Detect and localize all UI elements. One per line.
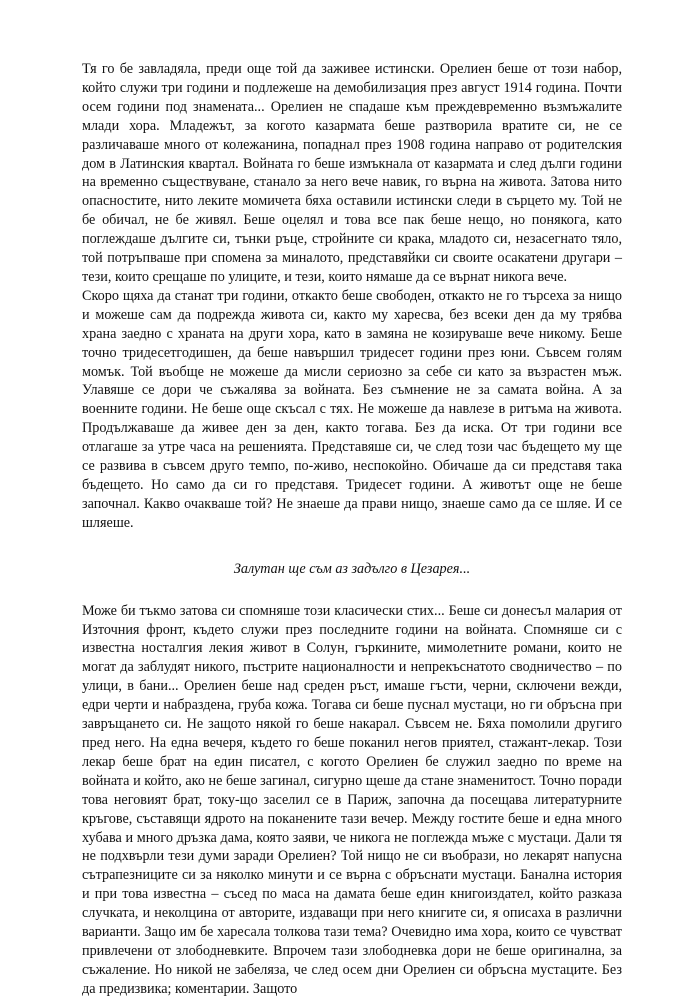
document-page xyxy=(82,60,622,999)
paragraph-2: Скоро щяха да станат три години, откакто беше свободен, откакто не го търсеха за нищо и можеше сам да подрежда живота си, както му харесва, без всеки ден да му трябва храна заедно с храната на други хора, като в замяна не козируваше вече никому. Беше точно тридесетгодишен, да беше навършил тридесет години през юни. Съвсем голям момък. Той въобще не можеше да мисли сериозно за себе си като за възрастен мъж. Улавяше се дори че съжалява за войната. Без съмнение не за самата война. А за военните години. Не беше още скъсал с тях. Не можеше да навлезе в ритъма на живота. Продължаваше да живее ден за ден, както тогава. Без да иска. От три години все отлагаше за утре часа на решенията. Представяше си, че след този час бъдещето му ще се развива в съвсем друго темпо, по-живо, неспокойно. Обичаше да си представя така бъдещето. Но само да си го представя. Тридесет години. А животът още не беше започнал. Какво очакваше той? Не знаеше да прави нищо, знаеше само да се шляе. И се шляеше. xyxy=(82,287,622,531)
paragraph-1: Тя го бе завладяла, преди още той да заживее истински. Орелиен беше от този набор, който служи три години и подлежеше на демобилизация през август 1914 година. Почти осем години под знамената... Орелиен не спадаше към преждевременно възмъжалите млади хора. Младежът, за когото казармата беше разтворила вратите си, не се различаваше много от колежанина, попаднал през 1908 година направо от родителския дом в Латинския квартал. Войната го беше измъкнала от казармата и след дълги години на временно съществуване, станало за него вече навик, го върна на живота. Затова нито опасностите, нито леките момичета бяха оставили истински следи в сърцето му. Той не бе обичал, не бе живял. Беше оцелял и това все пак беше нещо, но понякога, като поглеждаше дългите си, тънки ръце, стройните си крака, младото си, незасегнато тяло, той потръпваше при спомена за миналото, представяйки си своите осакатени другари – тези, които срещаше по улиците, и тези, които нямаше да се върнат никога вече. xyxy=(82,61,622,285)
paragraph-3: Може би тъкмо затова си спомняше този класически стих... Беше си донесъл малария от Източния фронт, където служи през последните години на войната. Спомняше си с известна носталгия лекия живот в Солун, гъркините, мимолетните романи, които не могат да заблудят никого, пъстрите националности и непрекъснатото сводничество – по улици, в бани... Орелиен беше над среден ръст, имаше гъсти, черни, сключени вежди, едри черти и набраздена, груба кожа. Тогава си беше пуснал мустаци, но ги обръсна при завръщането си. Не защото някой го беше накарал. Съвсем не. Бяха помолили другиго пред него. На една вечеря, където го беше поканил негов приятел, стажант-лекар. Този лекар беше брат на един писател, с когото Орелиен бе служил заедно по време на войната и който, ако не беше загинал, сигурно щеше да стане знаменитост. Точно поради това неговият брат, току-що заселил се в Париж, започна да посещава литературните кръгове, съставящи ядрото на поканените тази вечер. Между гостите беше и една много хубава и много дръзка дама, която заяви, че никога не поглежда мъже с мустаци. Дали тя не подхвърли тези думи заради Орелиен? Той нищо не си въобрази, но лекарят напусна сътрапезниците си за няколко минути и се върна с обръснати мустаци. Банална история и при това известна – съсед по маса на дамата беше един книгоиздател, който разказа случката, и неколцина от авторите, издаващи при него книгите си, я описаха в различни варианти. Защо им бе харесала толкова тази тема? Очевидно има хора, които се чувстват привлечени от злободневките. Впрочем тази злободневка дори не беше оригинална, за съжаление. Но никой не забеляза, че след осем дни Орелиен си обръсна мустаците. Без да предизвика; коментарии. Защото xyxy=(82,602,622,997)
verse-line: Залутан ще съм аз задълго в Цезарея... xyxy=(233,560,471,577)
